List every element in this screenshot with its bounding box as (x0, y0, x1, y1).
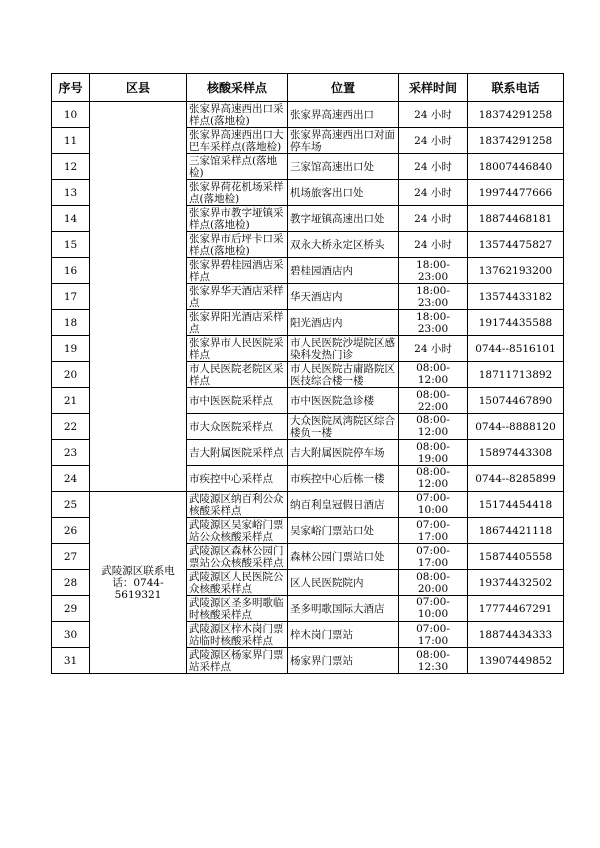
cell-phone-text: 0744--8516101 (475, 342, 556, 355)
cell-phone (468, 284, 564, 310)
cell-location (288, 388, 399, 414)
cell-site (187, 466, 288, 492)
cell-time-text: 24 小时 (414, 134, 452, 147)
cell-time (399, 180, 468, 206)
cell-phone (468, 622, 564, 648)
cell-site (187, 232, 288, 258)
cell-time (399, 258, 468, 284)
cell-time (399, 284, 468, 310)
cell-phone-text: 18007446840 (478, 160, 553, 173)
cell-location (288, 154, 399, 180)
cell-seq (52, 102, 90, 128)
cell-seq (52, 440, 90, 466)
cell-location (288, 440, 399, 466)
cell-location-text: 碧桂园酒店内 (290, 264, 353, 277)
cell-phone-text: 13574475827 (478, 238, 553, 251)
cell-location (288, 570, 399, 596)
cell-location-text: 市人民医院古庸路院区医技综合楼一楼 (290, 362, 395, 387)
cell-phone (468, 596, 564, 622)
cell-time-text: 18:00-23:00 (416, 258, 450, 283)
cell-seq (52, 622, 90, 648)
cell-time (399, 336, 468, 362)
cell-location-text: 教字垭镇高速出口处 (290, 212, 385, 225)
cell-seq (52, 284, 90, 310)
cell-site-text: 武陵源区梓木岗门票站临时核酸采样点 (189, 622, 284, 647)
cell-location (288, 128, 399, 154)
table-header-row (52, 74, 564, 102)
cell-time-text: 24 小时 (414, 160, 452, 173)
cell-location-text: 机场旅客出口处 (290, 186, 364, 199)
cell-seq-text: 11 (63, 134, 78, 147)
cell-location-text: 梓木岗门票站 (290, 628, 353, 641)
cell-site (187, 206, 288, 232)
cell-phone (468, 518, 564, 544)
cell-seq-text: 15 (63, 238, 78, 251)
cell-site-text: 市大众医院采样点 (189, 420, 273, 433)
cell-location (288, 622, 399, 648)
cell-phone-text: 13907449852 (478, 654, 553, 667)
cell-seq-text: 30 (63, 628, 78, 641)
cell-phone-text: 0744--8285899 (475, 472, 556, 485)
cell-phone (468, 388, 564, 414)
cell-seq (52, 336, 90, 362)
cell-seq-text: 23 (63, 446, 78, 459)
cell-time-text: 24 小时 (414, 342, 452, 355)
cell-seq (52, 388, 90, 414)
cell-time (399, 102, 468, 128)
cell-phone (468, 102, 564, 128)
cell-phone-text: 19974477666 (478, 186, 553, 199)
cell-site-text: 张家界华天酒店采样点 (189, 284, 284, 309)
cell-time-text: 07:00-10:00 (416, 492, 450, 516)
cell-site-text: 市中医医院采样点 (189, 394, 273, 407)
cell-seq (52, 258, 90, 284)
cell-site-text: 张家界碧桂园酒店采样点 (189, 258, 284, 283)
cell-location-text: 三家馆高速出口处 (290, 160, 374, 173)
cell-location-text: 张家界高速西出口对面停车场 (290, 128, 395, 153)
cell-time (399, 206, 468, 232)
cell-time (399, 622, 468, 648)
cell-phone-text: 19174435588 (478, 316, 553, 329)
cell-site (187, 336, 288, 362)
cell-seq-text: 10 (63, 108, 78, 121)
cell-site (187, 414, 288, 440)
cell-site (187, 284, 288, 310)
cell-phone (468, 154, 564, 180)
cell-phone (468, 544, 564, 570)
cell-phone (468, 232, 564, 258)
cell-time (399, 388, 468, 414)
cell-time-text: 07:00-17:00 (416, 544, 450, 569)
cell-time (399, 518, 468, 544)
cell-phone (468, 466, 564, 492)
cell-location (288, 284, 399, 310)
cell-phone-text: 19374432502 (478, 576, 553, 589)
cell-location-text: 纳百利皇冠假日酒店 (290, 498, 385, 511)
cell-location (288, 336, 399, 362)
cell-site-text: 武陵源区杨家界门票站采样点 (189, 648, 284, 673)
cell-time (399, 154, 468, 180)
cell-site (187, 622, 288, 648)
cell-phone-text: 17774467291 (478, 602, 553, 615)
cell-site-text: 武陵源区纳百利公众核酸采样点 (189, 492, 284, 517)
cell-seq-text: 13 (63, 186, 78, 199)
cell-seq-text: 25 (63, 498, 78, 511)
cell-location-text: 华天酒店内 (290, 290, 343, 303)
cell-phone (468, 206, 564, 232)
cell-time (399, 466, 468, 492)
cell-site-text: 张家界高速西出口采样点(落地检) (189, 102, 284, 127)
cell-time-text: 08:00-12:00 (416, 466, 450, 490)
cell-site (187, 310, 288, 336)
cell-seq (52, 232, 90, 258)
cell-seq-text: 29 (63, 602, 78, 615)
cell-phone (468, 362, 564, 388)
cell-location-text: 区人民医院院内 (290, 576, 364, 589)
cell-location (288, 180, 399, 206)
cell-seq-text: 22 (63, 420, 78, 433)
cell-seq (52, 544, 90, 570)
cell-site-text: 市疾控中心采样点 (189, 472, 273, 485)
cell-seq-text: 19 (63, 342, 78, 355)
cell-site (187, 180, 288, 206)
cell-phone-text: 15174454418 (478, 498, 553, 511)
cell-district-group2: 武陵源区联系电话：0744-5619321 (90, 492, 187, 674)
cell-seq-text: 31 (63, 654, 78, 667)
cell-location-text: 杨家界门票站 (290, 654, 353, 667)
cell-time-text: 24 小时 (414, 186, 452, 199)
cell-time-text: 24 小时 (414, 212, 452, 225)
cell-seq (52, 206, 90, 232)
cell-seq (52, 492, 90, 518)
cell-seq (52, 596, 90, 622)
cell-time-text: 24 小时 (414, 108, 452, 121)
cell-seq (52, 180, 90, 206)
cell-location-text: 森林公园门票站口处 (290, 550, 385, 563)
cell-seq (52, 362, 90, 388)
cell-time (399, 440, 468, 466)
cell-site (187, 362, 288, 388)
cell-time (399, 596, 468, 622)
cell-site (187, 570, 288, 596)
cell-site-text: 市人民医院老院区采样点 (189, 362, 284, 387)
cell-phone-text: 18711713892 (478, 368, 553, 381)
cell-time-text: 08:00-19:00 (416, 440, 450, 465)
cell-seq-text: 12 (63, 160, 78, 173)
cell-phone (468, 570, 564, 596)
header-time: 采样时间 (399, 74, 468, 102)
cell-seq (52, 518, 90, 544)
cell-seq-text: 27 (63, 550, 78, 563)
cell-site (187, 154, 288, 180)
cell-site (187, 102, 288, 128)
cell-site (187, 596, 288, 622)
header-district: 区县 (90, 74, 187, 102)
cell-time (399, 570, 468, 596)
cell-phone-text: 18374291258 (478, 134, 553, 147)
cell-time-text: 07:00-10:00 (416, 596, 450, 620)
cell-location (288, 544, 399, 570)
cell-location-text: 张家界高速西出口 (290, 108, 374, 121)
header-phone: 联系电话 (468, 74, 564, 102)
cell-seq (52, 466, 90, 492)
cell-phone (468, 492, 564, 518)
cell-location (288, 492, 399, 518)
cell-seq-text: 16 (63, 264, 78, 277)
cell-time-text: 07:00-17:00 (416, 518, 450, 543)
table-body (52, 102, 564, 674)
cell-seq-text: 24 (63, 472, 78, 485)
cell-site (187, 518, 288, 544)
cell-site-text: 张家界阳光酒店采样点 (189, 310, 284, 335)
cell-location (288, 596, 399, 622)
cell-time (399, 310, 468, 336)
cell-phone (468, 648, 564, 674)
cell-phone (468, 414, 564, 440)
cell-time (399, 414, 468, 440)
cell-seq (52, 154, 90, 180)
cell-district-group1 (90, 102, 187, 492)
cell-location (288, 232, 399, 258)
cell-location-text: 市人民医院沙堤院区感染科发热门诊 (290, 336, 395, 361)
cell-phone-text: 13574433182 (478, 290, 553, 303)
cell-location-text: 市中医医院急诊楼 (290, 394, 374, 407)
cell-phone-text: 15074467890 (478, 394, 553, 407)
cell-phone-text: 15897443308 (478, 446, 553, 459)
cell-site (187, 258, 288, 284)
cell-location-text: 吉大附属医院停车场 (290, 446, 385, 459)
cell-location-text: 大众医院凤湾院区综合楼负一楼 (290, 414, 395, 439)
cell-site (187, 492, 288, 518)
cell-seq-text: 26 (63, 524, 78, 537)
cell-seq-text: 18 (63, 316, 78, 329)
cell-seq (52, 128, 90, 154)
cell-phone (468, 180, 564, 206)
cell-phone-text: 18874468181 (478, 212, 553, 225)
cell-time (399, 544, 468, 570)
cell-site (187, 128, 288, 154)
cell-time (399, 492, 468, 518)
cell-location (288, 466, 399, 492)
cell-time-text: 08:00-20:00 (416, 570, 450, 595)
cell-seq-text: 17 (63, 290, 78, 303)
cell-seq-text: 14 (63, 212, 78, 225)
cell-time-text: 08:00-22:00 (416, 388, 450, 413)
cell-location (288, 362, 399, 388)
cell-seq (52, 648, 90, 674)
cell-location-text: 阳光酒店内 (290, 316, 343, 329)
cell-site-text: 武陵源区吴家峪门票站公众核酸采样点 (189, 518, 284, 543)
cell-time-text: 24 小时 (414, 238, 452, 251)
cell-location (288, 102, 399, 128)
cell-phone (468, 258, 564, 284)
cell-phone-text: 15874405558 (478, 550, 553, 563)
cell-time (399, 648, 468, 674)
cell-site-text: 吉大附属医院采样点 (189, 446, 284, 459)
cell-location-text: 双永大桥永定区桥头 (290, 238, 385, 251)
cell-phone-text: 18374291258 (478, 108, 553, 121)
header-location: 位置 (288, 74, 399, 102)
cell-time (399, 232, 468, 258)
cell-phone-text: 18874434333 (478, 628, 553, 641)
cell-location (288, 206, 399, 232)
cell-time-text: 08:00-12:30 (416, 648, 450, 673)
cell-site-text: 武陵源区森林公园门票站公众核酸采样点 (189, 544, 284, 569)
cell-location (288, 518, 399, 544)
table-row (52, 102, 564, 128)
cell-phone (468, 310, 564, 336)
cell-seq (52, 310, 90, 336)
sampling-sites-table (51, 73, 564, 674)
cell-phone (468, 128, 564, 154)
header-seq: 序号 (52, 74, 90, 102)
cell-phone-text: 0744--8888120 (475, 420, 556, 433)
table-row (52, 492, 564, 518)
header-site: 核酸采样点 (187, 74, 288, 102)
cell-seq-text: 20 (63, 368, 78, 381)
cell-site-text: 张家界市后坪卡口采样点(落地检) (189, 232, 284, 257)
cell-phone-text: 13762193200 (478, 264, 553, 277)
cell-location-text: 圣多明歌国际大酒店 (290, 602, 385, 615)
cell-location (288, 648, 399, 674)
cell-seq (52, 570, 90, 596)
cell-phone-text: 18674421118 (478, 524, 553, 537)
cell-site-text: 张家界市教字垭镇采样点(落地检) (189, 206, 284, 231)
cell-location-text: 市疾控中心后栋一楼 (290, 472, 385, 485)
cell-seq-text: 21 (63, 394, 78, 407)
cell-site (187, 648, 288, 674)
cell-time (399, 128, 468, 154)
cell-location (288, 414, 399, 440)
cell-site-text: 武陵源区人民医院公众核酸采样点 (189, 570, 284, 595)
cell-location-text: 吴家峪门票站口处 (290, 524, 374, 537)
cell-site (187, 544, 288, 570)
cell-time-text: 08:00-12:00 (416, 362, 450, 386)
cell-time-text: 07:00-17:00 (416, 622, 450, 647)
cell-seq (52, 414, 90, 440)
cell-site-text: 张家界市人民医院采样点 (189, 336, 284, 361)
cell-site-text: 张家界高速西出口大巴车采样点(落地检) (189, 128, 284, 153)
cell-time-text: 18:00-23:00 (416, 310, 450, 335)
cell-time-text: 18:00-23:00 (416, 284, 450, 309)
cell-phone (468, 336, 564, 362)
cell-time (399, 362, 468, 388)
cell-time-text: 08:00-12:00 (416, 414, 450, 438)
cell-site-text: 三家馆采样点(落地检) (189, 154, 278, 179)
cell-site (187, 440, 288, 466)
cell-site-text: 武陵源区圣多明歌临时核酸采样点 (189, 596, 284, 621)
cell-phone (468, 440, 564, 466)
cell-site (187, 388, 288, 414)
cell-location (288, 258, 399, 284)
cell-location (288, 310, 399, 336)
cell-site-text: 张家界荷花机场采样点(落地检) (189, 180, 284, 205)
cell-seq-text: 28 (63, 576, 78, 589)
